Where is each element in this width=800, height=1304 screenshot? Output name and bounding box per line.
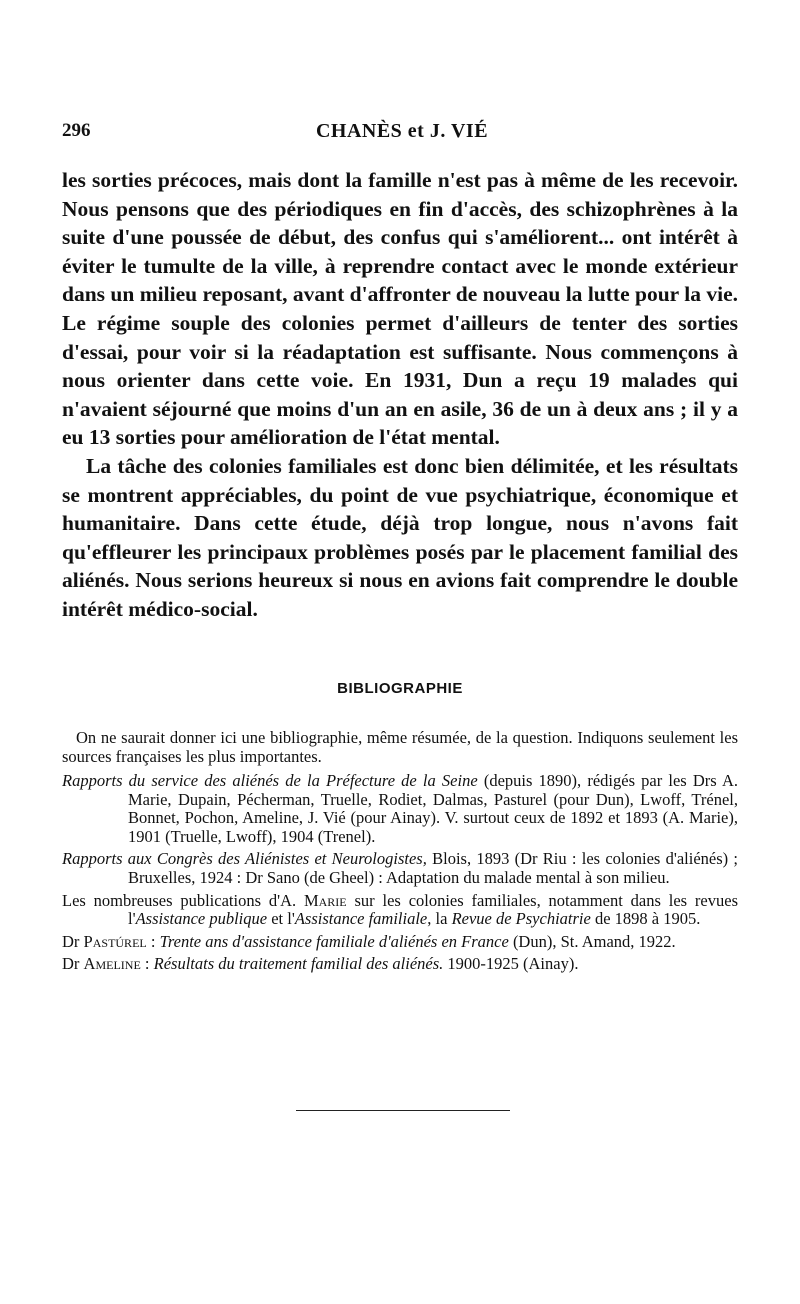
entry-title: Assistance familiale xyxy=(294,909,428,929)
entry-separator: : xyxy=(146,931,160,951)
entry-title: Trente ans d'assistance familiale d'aliénés en France xyxy=(159,931,509,951)
bibliography-entry xyxy=(62,772,738,846)
running-head: CHANÈS et J. VIÉ xyxy=(315,120,489,142)
entry-title: Rapports du service des aliénés de la Préfecture de la Seine xyxy=(62,771,478,790)
entry-text: sur les colonies familiales, notamment dans les revues l' xyxy=(128,890,738,929)
body-text xyxy=(62,166,738,624)
entry-details: (Dun), St. Amand, 1922. xyxy=(508,931,676,951)
entry-prefix: Dr xyxy=(62,954,84,974)
entry-prefix: Dr xyxy=(62,931,84,951)
body-paragraph-1: les sorties précoces, mais dont la famille n'est pas à même de les recevoir. Nous pensons que des périodiques en fin d'accès, des schizophrènes à la suite d'une poussée de début, des confus qui s'améliorent... ont intérêt à éviter le tumulte de la ville, à reprendre contact avec le monde extérieur dans un milieu reposant, avant d'affronter de nouveau la lutte pour la vie. Le régime souple des colonies permet d'ailleurs de tenter des sorties d'essai, pour voir si la réadaptation est suffisante. Nous commençons à nous orienter dans cette voie. En 1931, Dun a reçu 19 malades qui n'avaient séjourné que moins d'un an en asile, 36 de un à deux ans ; il y a eu 13 sorties pour amélioration de l'état mental. xyxy=(62,168,738,450)
entry-details: (depuis 1890), rédigés par les Drs A. Marie, Dupain, Pécherman, Truelle, Rodiet, Dalmas, Pasturel (pour Dun), Lwoff, Trénel, Bonnet, Pochon, Ameline, J. Vié (pour Ainay). V. surtout ceux de 1892 et 1893 (A. Marie), 1901 (Truelle, Lwoff), 1904 (Trenel). xyxy=(128,771,738,846)
end-rule-divider xyxy=(296,1110,510,1111)
bibliography-entry xyxy=(62,892,738,929)
entry-details: 1900-1925 (Ainay). xyxy=(443,954,579,974)
entry-prefix: Les nombreuses publications d'A. xyxy=(62,890,304,910)
entry-separator: : xyxy=(140,954,154,974)
entry-text: , la xyxy=(427,909,452,929)
body-paragraph-2: La tâche des colonies familiales est donc bien délimitée, et les résultats se montrent appréciables, du point de vue psychiatrique, économique et humanitaire. Dans cette étude, déjà trop longue, nous n'avons fait qu'effleurer les principaux problèmes posés par le placement familial des aliénés. Nous serions heureux si nous en avions fait comprendre le double intérêt médico-social. xyxy=(62,453,738,621)
entry-title: Résultats du traitement familial des aliénés. xyxy=(153,954,444,974)
bibliography-title: BIBLIOGRAPHIE xyxy=(337,680,463,697)
page-number: 296 xyxy=(62,120,91,141)
bibliography-entry xyxy=(62,955,738,974)
bibliography-intro: On ne saurait donner ici une bibliographie, même résumée, de la question. Indiquons seulement les sources françaises les plus importantes. xyxy=(62,728,738,766)
page-header xyxy=(62,120,742,148)
entry-details: Blois, 1893 (Dr Riu : les colonies d'aliénés) ; Bruxelles, 1924 : Dr Sano (de Gheel) : Adaptation du malade mental à son milieu. xyxy=(128,849,738,887)
entry-author: Ameline xyxy=(83,954,141,974)
entry-text: et l' xyxy=(267,909,295,929)
bibliography-list xyxy=(62,772,738,978)
entry-details: de 1898 à 1905. xyxy=(590,909,701,929)
bibliography-entry xyxy=(62,933,738,952)
entry-title: Revue de Psychiatrie xyxy=(451,909,591,929)
entry-author: Marie xyxy=(303,890,347,910)
entry-title: Rapports aux Congrès des Aliénistes et Neurologistes, xyxy=(62,849,427,869)
entry-title: Assistance publique xyxy=(135,909,268,929)
bibliography-entry xyxy=(62,850,738,887)
entry-author: Pastúrel xyxy=(83,931,147,951)
